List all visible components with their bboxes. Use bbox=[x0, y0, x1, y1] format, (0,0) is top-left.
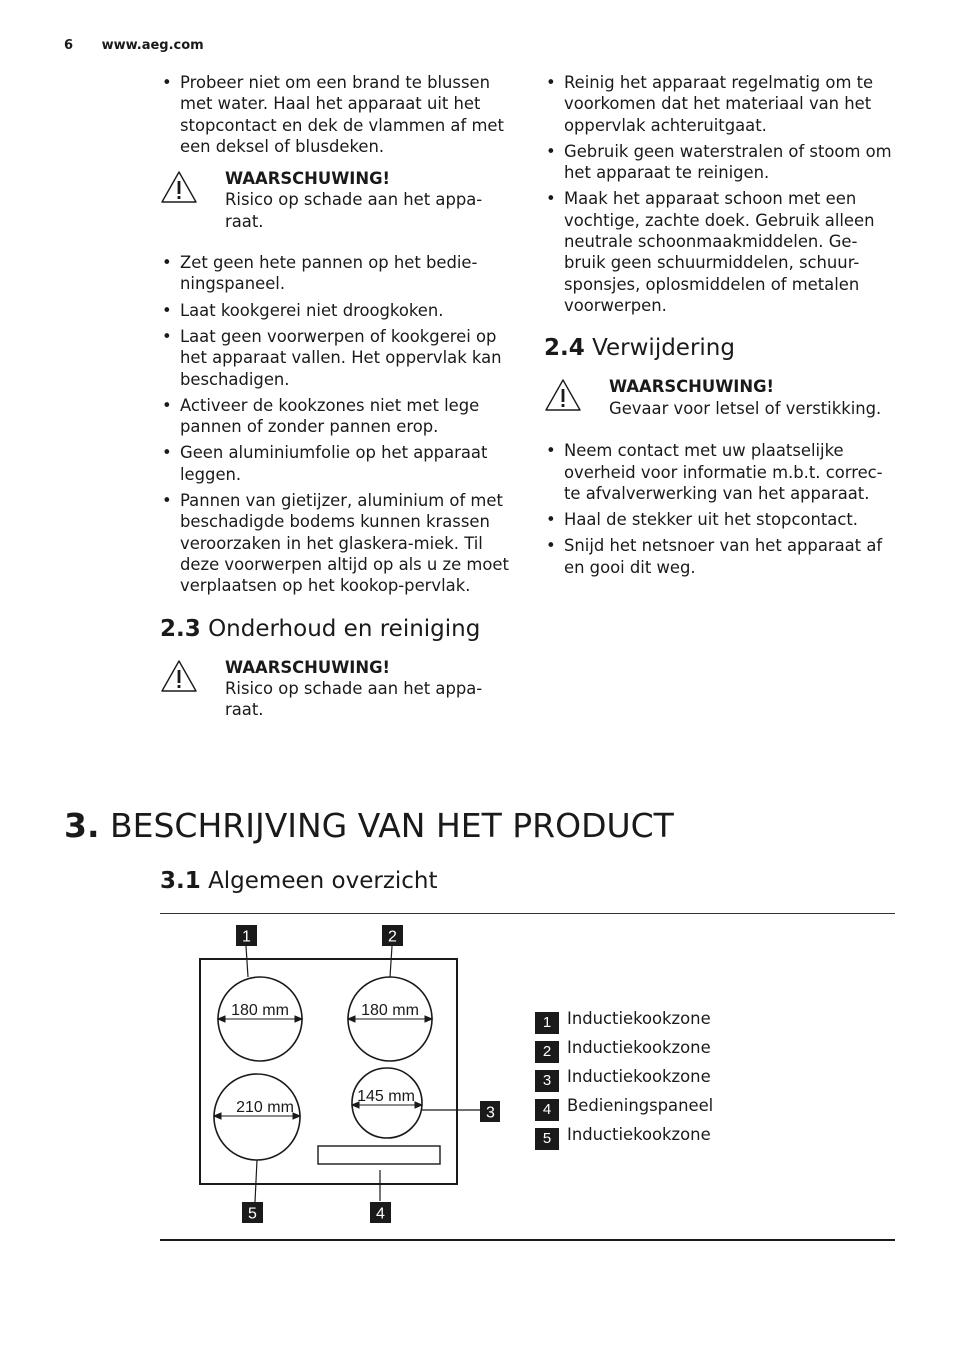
warning-title: WAARSCHUWING! bbox=[225, 169, 391, 189]
list-item: • Maak het apparaat schoon met een vochtige, zachte doek. Gebruik alleen neutrale schoonmaakmiddelen. Ge-bruik geen schuurmiddelen, schuur-sponsjes, oplosmiddelen of metalen voorwerpen. bbox=[544, 188, 896, 316]
page-header bbox=[64, 38, 204, 53]
hob-diagram bbox=[160, 915, 500, 1235]
hob-outline bbox=[200, 959, 457, 1184]
callout-number: 1 bbox=[242, 928, 251, 946]
section-heading-3-1 bbox=[160, 868, 438, 894]
list-item: • Geen aluminiumfolie op het apparaat leggen. bbox=[160, 442, 512, 485]
legend-row bbox=[535, 1033, 713, 1062]
section-heading-2-4 bbox=[544, 334, 896, 362]
section-number: 3.1 bbox=[160, 868, 201, 894]
bullet-list bbox=[544, 72, 896, 316]
chapter-title: BESCHRIJVING VAN HET PRODUCT bbox=[110, 806, 674, 845]
list-item: • Reinig het apparaat regelmatig om te voorkomen dat het materiaal van het oppervlak achteruitgaat. bbox=[544, 72, 896, 136]
callout-number: 5 bbox=[248, 1205, 257, 1223]
warning-triangle-icon bbox=[544, 378, 582, 412]
callout-number: 2 bbox=[388, 928, 397, 946]
list-item: • Haal de stekker uit het stopcontact. bbox=[544, 509, 896, 530]
legend-number: 5 bbox=[535, 1128, 559, 1150]
left-column bbox=[160, 72, 512, 740]
zone-size-label: 210 mm bbox=[236, 1099, 294, 1116]
warning-text: Risico op schade aan het appa-raat. bbox=[225, 678, 483, 720]
legend-label: Bedieningspaneel bbox=[567, 1096, 714, 1115]
section-title: Verwijdering bbox=[592, 335, 735, 362]
legend-number: 3 bbox=[535, 1070, 559, 1092]
page-number: 6 bbox=[64, 38, 74, 53]
list-item: • Snijd het netsnoer van het apparaat af en gooi dit weg. bbox=[544, 535, 896, 578]
legend-label: Inductiekookzone bbox=[567, 1067, 711, 1086]
right-column bbox=[544, 72, 896, 583]
warning-box bbox=[160, 657, 512, 721]
divider-bottom bbox=[160, 1239, 895, 1241]
section-number: 2.3 bbox=[160, 615, 201, 642]
website-link[interactable]: www.aeg.com bbox=[101, 38, 204, 53]
legend-number: 4 bbox=[535, 1099, 559, 1121]
list-item: • Laat kookgerei niet droogkoken. bbox=[160, 300, 512, 321]
warning-triangle-icon bbox=[160, 170, 198, 204]
zone-size-label: 145 mm bbox=[357, 1088, 415, 1105]
bullet-list bbox=[160, 252, 512, 596]
warning-title: WAARSCHUWING! bbox=[609, 377, 775, 397]
chapter-heading bbox=[64, 806, 674, 845]
legend-row bbox=[535, 1120, 713, 1149]
list-item: • Gebruik geen waterstralen of stoom om het apparaat te reinigen. bbox=[544, 141, 896, 184]
list-item: • Zet geen hete pannen op het bedie-ningspaneel. bbox=[160, 252, 512, 295]
warning-title: WAARSCHUWING! bbox=[225, 657, 391, 677]
list-item: • Laat geen voorwerpen of kookgerei op het apparaat vallen. Het oppervlak kan beschadigen. bbox=[160, 326, 512, 390]
warning-text: Risico op schade aan het appa-raat. bbox=[225, 190, 483, 231]
list-item: • Neem contact met uw plaatselijke overheid voor informatie m.b.t. correc-te afvalverwerking van het apparaat. bbox=[544, 440, 896, 504]
warning-text: Gevaar voor letsel of verstikking. bbox=[609, 398, 882, 418]
control-panel bbox=[318, 1146, 440, 1164]
legend-row bbox=[535, 1062, 713, 1091]
callout-number: 3 bbox=[486, 1104, 495, 1122]
legend-label: Inductiekookzone bbox=[567, 1125, 711, 1144]
bullet-list bbox=[160, 72, 512, 157]
list-item: • Probeer niet om een brand te blussen met water. Haal het apparaat uit het stopcontact en dek de vlammen af met een deksel of blusdeken. bbox=[160, 72, 512, 157]
warning-box bbox=[160, 168, 512, 232]
zone-size-label: 180 mm bbox=[361, 1002, 419, 1019]
warning-triangle-icon bbox=[160, 659, 198, 693]
legend-row bbox=[535, 1004, 713, 1033]
list-item: • Pannen van gietijzer, aluminium of met beschadigde bodems kunnen krassen veroorzaken in het glaskera-miek. Til deze voorwerpen altijd op als u ze moet verplaatsen op het kookop-pervlak. bbox=[160, 490, 512, 596]
legend-label: Inductiekookzone bbox=[567, 1038, 711, 1057]
warning-box bbox=[544, 376, 896, 420]
section-number: 2.4 bbox=[544, 335, 585, 362]
legend-number: 1 bbox=[535, 1012, 559, 1034]
legend-row bbox=[535, 1091, 713, 1120]
chapter-number: 3. bbox=[64, 806, 100, 845]
callout-number: 4 bbox=[376, 1205, 385, 1223]
diagram-legend bbox=[535, 1004, 713, 1149]
divider-top bbox=[160, 913, 895, 914]
legend-label: Inductiekookzone bbox=[567, 1009, 711, 1028]
bullet-list bbox=[544, 440, 896, 578]
legend-number: 2 bbox=[535, 1041, 559, 1063]
section-heading-2-3 bbox=[160, 615, 512, 643]
list-item: • Activeer de kookzones niet met lege pannen of zonder pannen erop. bbox=[160, 395, 512, 438]
section-title: Algemeen overzicht bbox=[208, 868, 438, 894]
cooking-zone-5 bbox=[214, 1074, 300, 1160]
zone-size-label: 180 mm bbox=[231, 1002, 289, 1019]
section-title: Onderhoud en reiniging bbox=[208, 615, 481, 642]
